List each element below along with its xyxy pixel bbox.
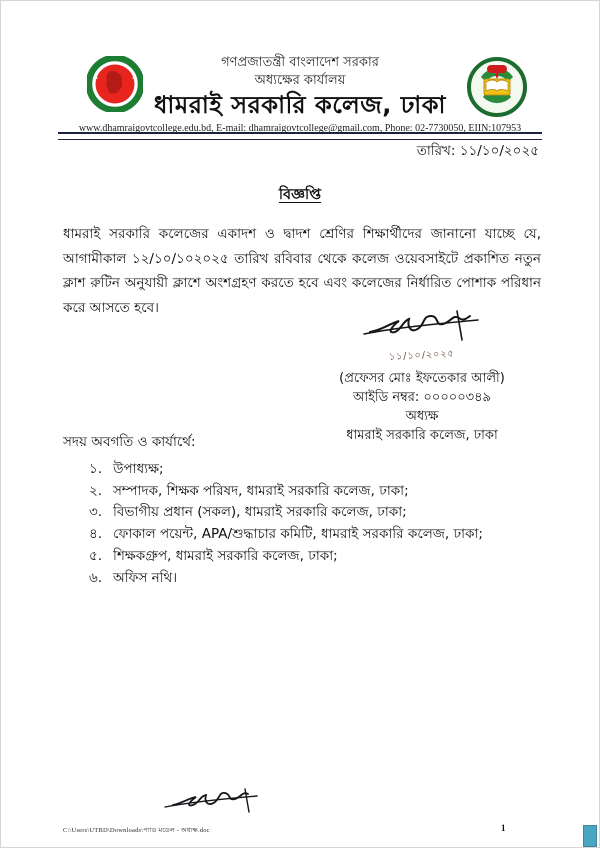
cc-item-number: ৪. [89,526,103,543]
letterhead [1,54,599,135]
handwritten-signature-date: ১১/১০/২০২৫ [388,348,456,363]
cc-item-number: ৬. [89,569,103,586]
cc-list-item [89,481,559,503]
cc-item-text: ফোকাল পয়েন্ট, APA/শুদ্ধাচার কমিটি, ধামরাই সরকারি কলেজ, ঢাকা; [113,526,483,543]
cc-item-number: ২. [89,482,103,499]
cc-item-text: উপাধ্যক্ষ; [113,461,164,477]
office-line: অধ্যক্ষের কার্যালয় [254,73,346,88]
document-file-path: C:\Users\UTBD\Downloads\প্যাড মডেল - অধ্যক্ষ.doc [63,827,210,834]
cc-list-item [89,568,559,590]
college-name: ধামরাই সরকারি কলেজ, ঢাকা [153,91,447,119]
principal-designation: অধ্যক্ষ [405,409,439,424]
principal-id-number: আইডি নম্বর: ০০০০০৩৪৯ [352,390,491,405]
cc-item-text: শিক্ষকগ্রুপ, ধামরাই সরকারি কলেজ, ঢাকা; [113,547,338,564]
cc-list-item [89,459,559,481]
cc-item-number: ১. [89,461,103,477]
cc-list [89,459,559,589]
principal-signature-block [297,309,547,445]
cc-list-item [89,524,559,546]
cc-item-text: সম্পাদক, শিক্ষক পরিষদ, ধামরাই সরকারি কলেজ, ঢাকা; [113,482,409,499]
notice-title: বিজ্ঞপ্তি [278,187,322,203]
footer-signature-scrawl [159,785,263,819]
page-number: 1 [501,823,506,833]
principal-name: (প্রফেসর মোঃ ইফতেকার আলী) [339,371,505,386]
principal-institution: ধামরাই সরকারি কলেজ, ঢাকা [346,428,498,443]
signature-scrawl-icon [360,309,484,343]
cc-list-item [89,546,559,568]
cc-item-text: অফিস নথি। [113,569,178,586]
cc-list-item [89,502,559,524]
notice-body-paragraph: ধামরাই সরকারি কলেজের একাদশ ও দ্বাদশ শ্রেণির শিক্ষার্থীদের জানানো যাচ্ছে যে, আগামীকাল ১২/১০/১০২০২৫ তারিখ রবিবার থেকে কলেজ ওয়েবসাইটে প্রকাশিত নতুন ক্লাশ রুটিন অনুযায়ী ক্লাশে অংশগ্রহণ করতে হবে এবং কলেজের নির্ধারিত পোশাক পরিধান করে আসতে হবে। [63,226,541,316]
scrollbar-fragment[interactable] [583,825,597,847]
signature-scrawl-icon [159,785,263,815]
cc-item-number: ৫. [89,547,103,564]
cc-heading: সদয় অবগতি ও কার্যার্থে: [63,434,196,450]
cc-item-number: ৩. [89,504,103,521]
cc-item-text: বিভাগীয় প্রধান (সকল), ধামরাই সরকারি কলেজ, ঢাকা; [113,504,407,521]
issue-date: তারিখ: ১১/১০/২০২৫ [416,143,539,159]
contact-line: www.dhamraigovtcollege.edu.bd, E-mail: dhamraigovtcollege@gmail.com, Phone: 02-7730050, EIIN:107953 [78,123,522,134]
government-line: গণপ্রজাতন্ত্রী বাংলাদেশ সরকার [221,55,379,70]
header-divider-rule [58,132,542,140]
